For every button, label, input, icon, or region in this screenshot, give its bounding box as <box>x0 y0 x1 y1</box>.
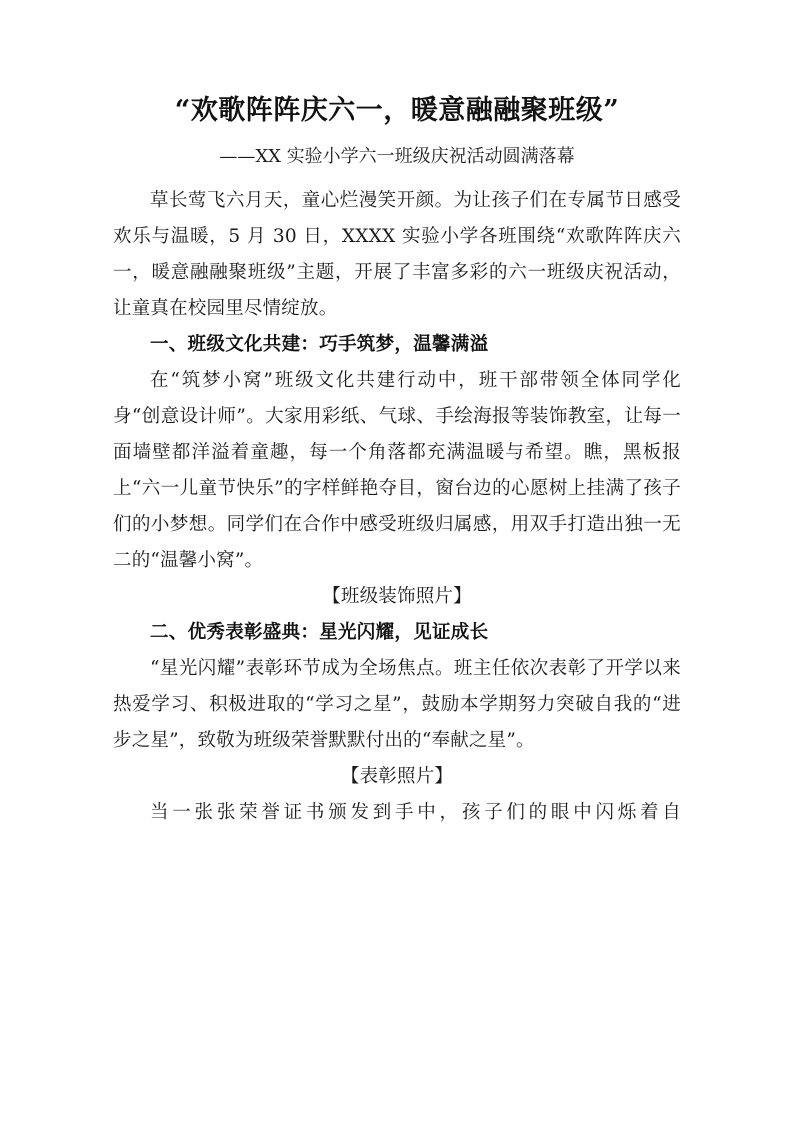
section-one-paragraph: 在“筑梦小窝”班级文化共建行动中，班干部带领全体同学化身“创意设计师”。大家用彩纸、气球、手绘海报等装饰教室，让每一面墙壁都洋溢着童趣，每一个角落都充满温暖与希望。瞧，黑板报上“六一儿童节快乐”的字样鲜艳夺目，窗台边的心愿树上挂满了孩子们的小梦想。同学们在合作中感受班级归属感，用双手打造出独一无二的“温馨小窝”。 <box>113 370 681 571</box>
page-title: “欢歌阵阵庆六一，暖意融融聚班级” <box>174 95 620 126</box>
photo-placeholder-commendation: 【表彰照片】 <box>340 766 454 787</box>
photo-placeholder-classroom-decoration: 【班级装饰照片】 <box>322 586 472 607</box>
section-heading-two: 二、优秀表彰盛典：星光闪耀，见证成长 <box>150 622 489 643</box>
section-heading-one: 一、班级文化共建：巧手筑梦，温馨满溢 <box>150 334 489 355</box>
document-content <box>113 0 681 831</box>
section-two-paragraph: “星光闪耀”表彰环节成为全场焦点。班主任依次表彰了开学以来热爱学习、积极进取的“学习之星”，鼓励本学期努力突破自我的“进步之星”，致敬为班级荣誉默默付出的“奉献之星”。 <box>113 658 681 751</box>
document-body <box>113 172 681 831</box>
page-subtitle: ——XX 实验小学六一班级庆祝活动圆满落幕 <box>219 146 575 167</box>
intro-paragraph: 草长莺飞六月天，童心烂漫笑开颜。为让孩子们在专属节日感受欢乐与温暖，5 月 30 日，XXXX 实验小学各班围绕“欢歌阵阵庆六一，暖意融融聚班级”主题，开展了丰富多彩的六一班级庆祝活动，让童真在校园里尽情绽放。 <box>113 190 681 319</box>
section-two-continued-paragraph: 当一张张荣誉证书颁发到手中，孩子们的眼中闪烁着自 <box>150 802 681 823</box>
